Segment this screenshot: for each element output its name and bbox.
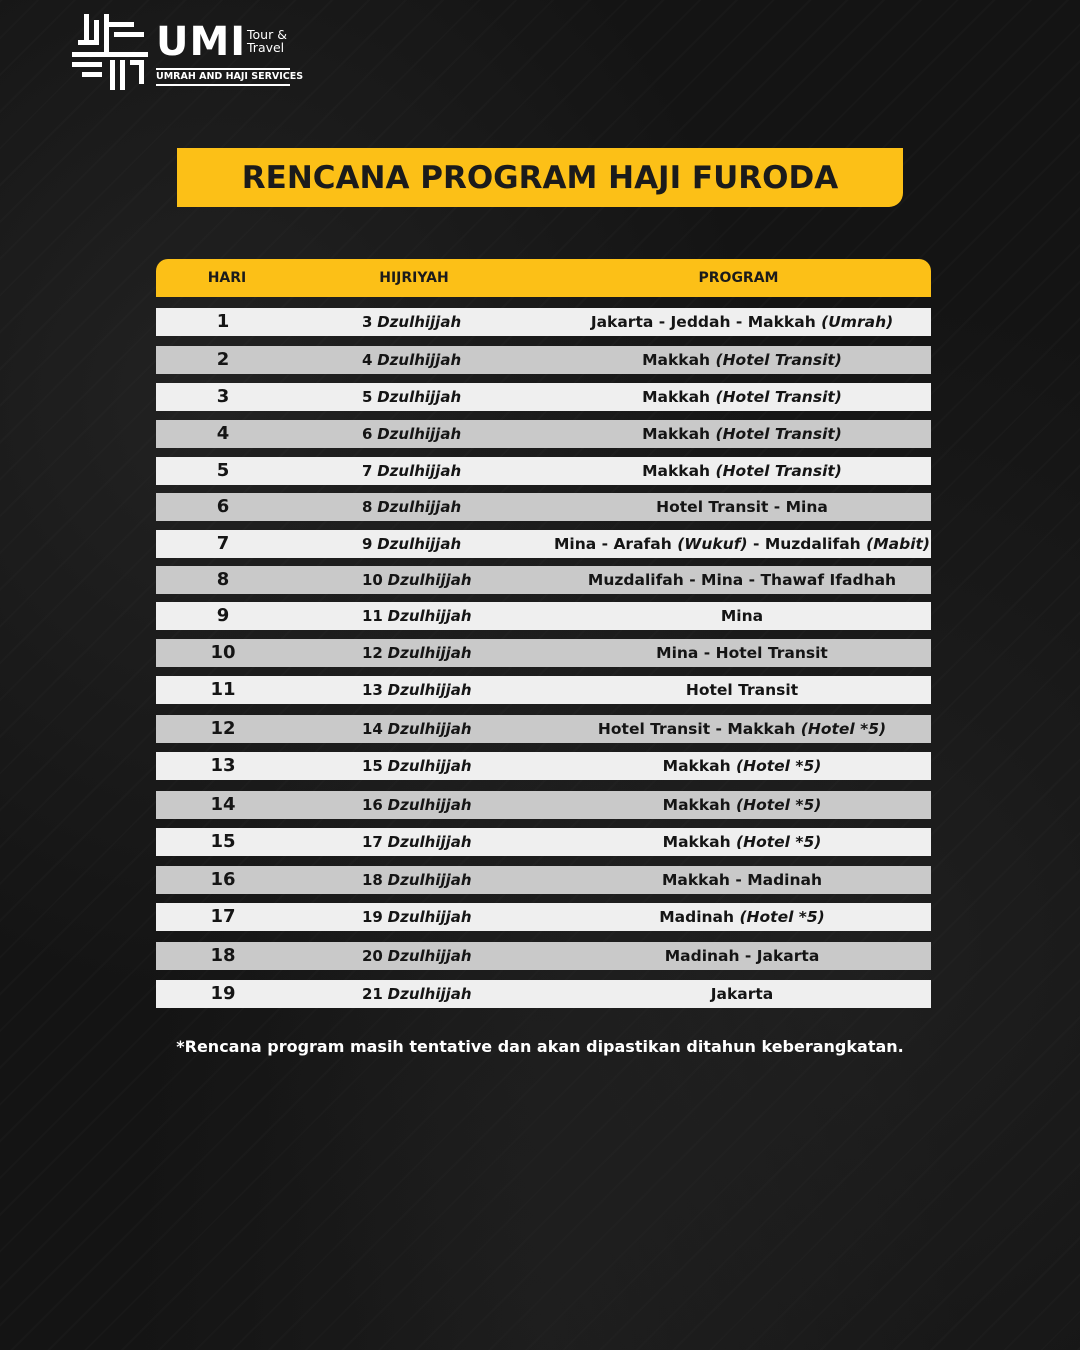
hijriyah-month: Dzulhijjah — [377, 388, 462, 406]
logo-divider — [156, 84, 290, 86]
hijriyah-day-number: 7 — [362, 462, 373, 480]
program-text: - Muzdalifah — [752, 535, 861, 553]
program-cell — [516, 791, 968, 819]
hijriyah-month: Dzulhijjah — [377, 351, 462, 369]
table-header — [156, 259, 931, 297]
hijriyah-day-number: 16 — [362, 796, 383, 814]
program-text: Hotel Transit - Mina — [656, 498, 828, 516]
program-text: Muzdalifah - Mina - Thawaf Ifadhah — [587, 571, 897, 589]
program-text: Makkah — [662, 757, 731, 775]
table-row — [156, 903, 931, 931]
program-cell — [516, 346, 968, 374]
program-text: Mina - Hotel Transit — [656, 644, 828, 662]
hijriyah-day-number: 11 — [362, 607, 383, 625]
hijriyah-day-number: 5 — [362, 388, 373, 406]
day-cell: 10 — [210, 642, 236, 663]
table-row — [156, 942, 931, 970]
table-row — [156, 457, 931, 485]
header-hijriyah: HIJRIYAH — [379, 270, 449, 286]
day-cell: 17 — [210, 906, 236, 927]
brand-logo — [70, 12, 304, 92]
table-row — [156, 828, 931, 856]
table-row — [156, 602, 931, 630]
program-note: (Hotel Transit) — [715, 388, 842, 406]
program-cell — [516, 866, 968, 894]
program-note: (Hotel Transit) — [715, 351, 842, 369]
program-cell — [516, 457, 968, 485]
day-cell: 6 — [216, 496, 230, 517]
hijriyah-month: Dzulhijjah — [387, 720, 472, 738]
day-cell: 3 — [216, 386, 230, 407]
header-program: PROGRAM — [698, 270, 779, 286]
program-note: (Hotel Transit) — [715, 462, 842, 480]
table-row — [156, 980, 931, 1008]
hijriyah-day-number: 17 — [362, 833, 383, 851]
program-cell — [516, 903, 968, 931]
table-row — [156, 866, 931, 894]
program-cell — [516, 602, 968, 630]
day-cell: 14 — [210, 794, 236, 815]
table-row — [156, 346, 931, 374]
program-cell — [516, 493, 968, 521]
program-note: (Hotel Transit) — [715, 425, 842, 443]
hijriyah-day-number: 3 — [362, 313, 373, 331]
header-day: HARI — [207, 270, 247, 286]
table-row — [156, 493, 931, 521]
program-text: Makkah — [662, 833, 731, 851]
hijriyah-day-number: 15 — [362, 757, 383, 775]
day-cell: 19 — [210, 983, 236, 1004]
program-text: Makkah — [642, 388, 711, 406]
program-text: Jakarta - Jeddah - Makkah — [590, 313, 816, 331]
hijriyah-day-number: 21 — [362, 985, 383, 1003]
program-cell — [516, 308, 968, 336]
hijriyah-month: Dzulhijjah — [387, 607, 472, 625]
day-cell: 13 — [210, 755, 236, 776]
hijriyah-day-number: 10 — [362, 571, 383, 589]
day-cell: 12 — [210, 718, 236, 739]
program-cell — [516, 715, 968, 743]
hijriyah-month: Dzulhijjah — [387, 571, 472, 589]
program-text: Hotel Transit - Makkah — [597, 720, 796, 738]
hijriyah-month: Dzulhijjah — [377, 462, 462, 480]
day-cell: 1 — [216, 311, 230, 332]
program-note: (Hotel *5) — [736, 796, 822, 814]
day-cell: 8 — [216, 569, 230, 590]
program-text: Makkah — [642, 462, 711, 480]
day-cell: 9 — [216, 605, 230, 626]
program-text: Makkah — [642, 425, 711, 443]
program-cell — [516, 752, 968, 780]
table-row — [156, 676, 931, 704]
program-note: (Umrah) — [821, 313, 894, 331]
table-row — [156, 566, 931, 594]
day-cell: 16 — [210, 869, 236, 890]
kufic-logo-icon — [70, 12, 150, 92]
table-row — [156, 530, 931, 558]
program-text: Jakarta — [710, 985, 774, 1003]
hijriyah-day-number: 20 — [362, 947, 383, 965]
footnote: *Rencana program masih tentative dan akan dipastikan ditahun keberangkatan. — [176, 1037, 904, 1056]
hijriyah-day-number: 9 — [362, 535, 373, 553]
hijriyah-month: Dzulhijjah — [377, 425, 462, 443]
day-cell: 15 — [210, 831, 236, 852]
hijriyah-day-number: 12 — [362, 644, 383, 662]
hijriyah-month: Dzulhijjah — [387, 757, 472, 775]
hijriyah-day-number: 13 — [362, 681, 383, 699]
program-cell — [516, 828, 968, 856]
table-row — [156, 308, 931, 336]
program-text: Mina - Arafah — [553, 535, 672, 553]
hijriyah-month: Dzulhijjah — [387, 681, 472, 699]
program-text: Mina — [720, 607, 764, 625]
program-note: (Wukuf) — [677, 535, 748, 553]
hijriyah-day-number: 6 — [362, 425, 373, 443]
logo-brand-name: UMI — [156, 19, 247, 65]
hijriyah-month: Dzulhijjah — [387, 947, 472, 965]
table-row — [156, 420, 931, 448]
program-cell — [516, 980, 968, 1008]
program-cell — [516, 530, 968, 558]
hijriyah-month: Dzulhijjah — [377, 313, 462, 331]
program-cell — [516, 676, 968, 704]
hijriyah-day-number: 8 — [362, 498, 373, 516]
hijriyah-day-number: 18 — [362, 871, 383, 889]
program-text: Madinah - Jakarta — [664, 947, 820, 965]
table-row — [156, 715, 931, 743]
program-cell — [516, 942, 968, 970]
table-row — [156, 752, 931, 780]
table-row — [156, 383, 931, 411]
hijriyah-month: Dzulhijjah — [387, 908, 472, 926]
day-cell: 2 — [216, 349, 230, 370]
program-text: Makkah — [662, 796, 731, 814]
program-cell — [516, 383, 968, 411]
logo-subtitle: UMRAH AND HAJI SERVICES — [156, 71, 304, 82]
program-note: (Hotel *5) — [736, 833, 822, 851]
program-text: Makkah — [642, 351, 711, 369]
day-cell: 18 — [210, 945, 236, 966]
table-row — [156, 791, 931, 819]
program-note: (Hotel *5) — [736, 757, 822, 775]
logo-tagline: Tour & Travel — [247, 27, 287, 55]
hijriyah-day-number: 14 — [362, 720, 383, 738]
program-note: (Hotel *5) — [739, 908, 825, 926]
hijriyah-month: Dzulhijjah — [377, 535, 462, 553]
hijriyah-month: Dzulhijjah — [387, 796, 472, 814]
day-cell: 4 — [216, 423, 230, 444]
hijriyah-month: Dzulhijjah — [377, 498, 462, 516]
program-text: Makkah - Madinah — [661, 871, 823, 889]
program-note: (Mabit) — [866, 535, 930, 553]
program-note: (Hotel *5) — [800, 720, 887, 738]
hijriyah-month: Dzulhijjah — [387, 985, 472, 1003]
hijriyah-month: Dzulhijjah — [387, 833, 472, 851]
title-banner — [177, 148, 903, 207]
day-cell: 7 — [216, 533, 230, 554]
hijriyah-month: Dzulhijjah — [387, 644, 472, 662]
program-cell — [516, 639, 968, 667]
program-text: Madinah — [659, 908, 735, 926]
program-cell — [516, 566, 968, 594]
hijriyah-month: Dzulhijjah — [387, 871, 472, 889]
table-row — [156, 639, 931, 667]
hijriyah-day-number: 19 — [362, 908, 383, 926]
program-text: Hotel Transit — [685, 681, 799, 699]
day-cell: 11 — [210, 679, 236, 700]
page-title: RENCANA PROGRAM HAJI FURODA — [241, 159, 839, 196]
program-cell — [516, 420, 968, 448]
hijriyah-day-number: 4 — [362, 351, 373, 369]
day-cell: 5 — [216, 460, 230, 481]
